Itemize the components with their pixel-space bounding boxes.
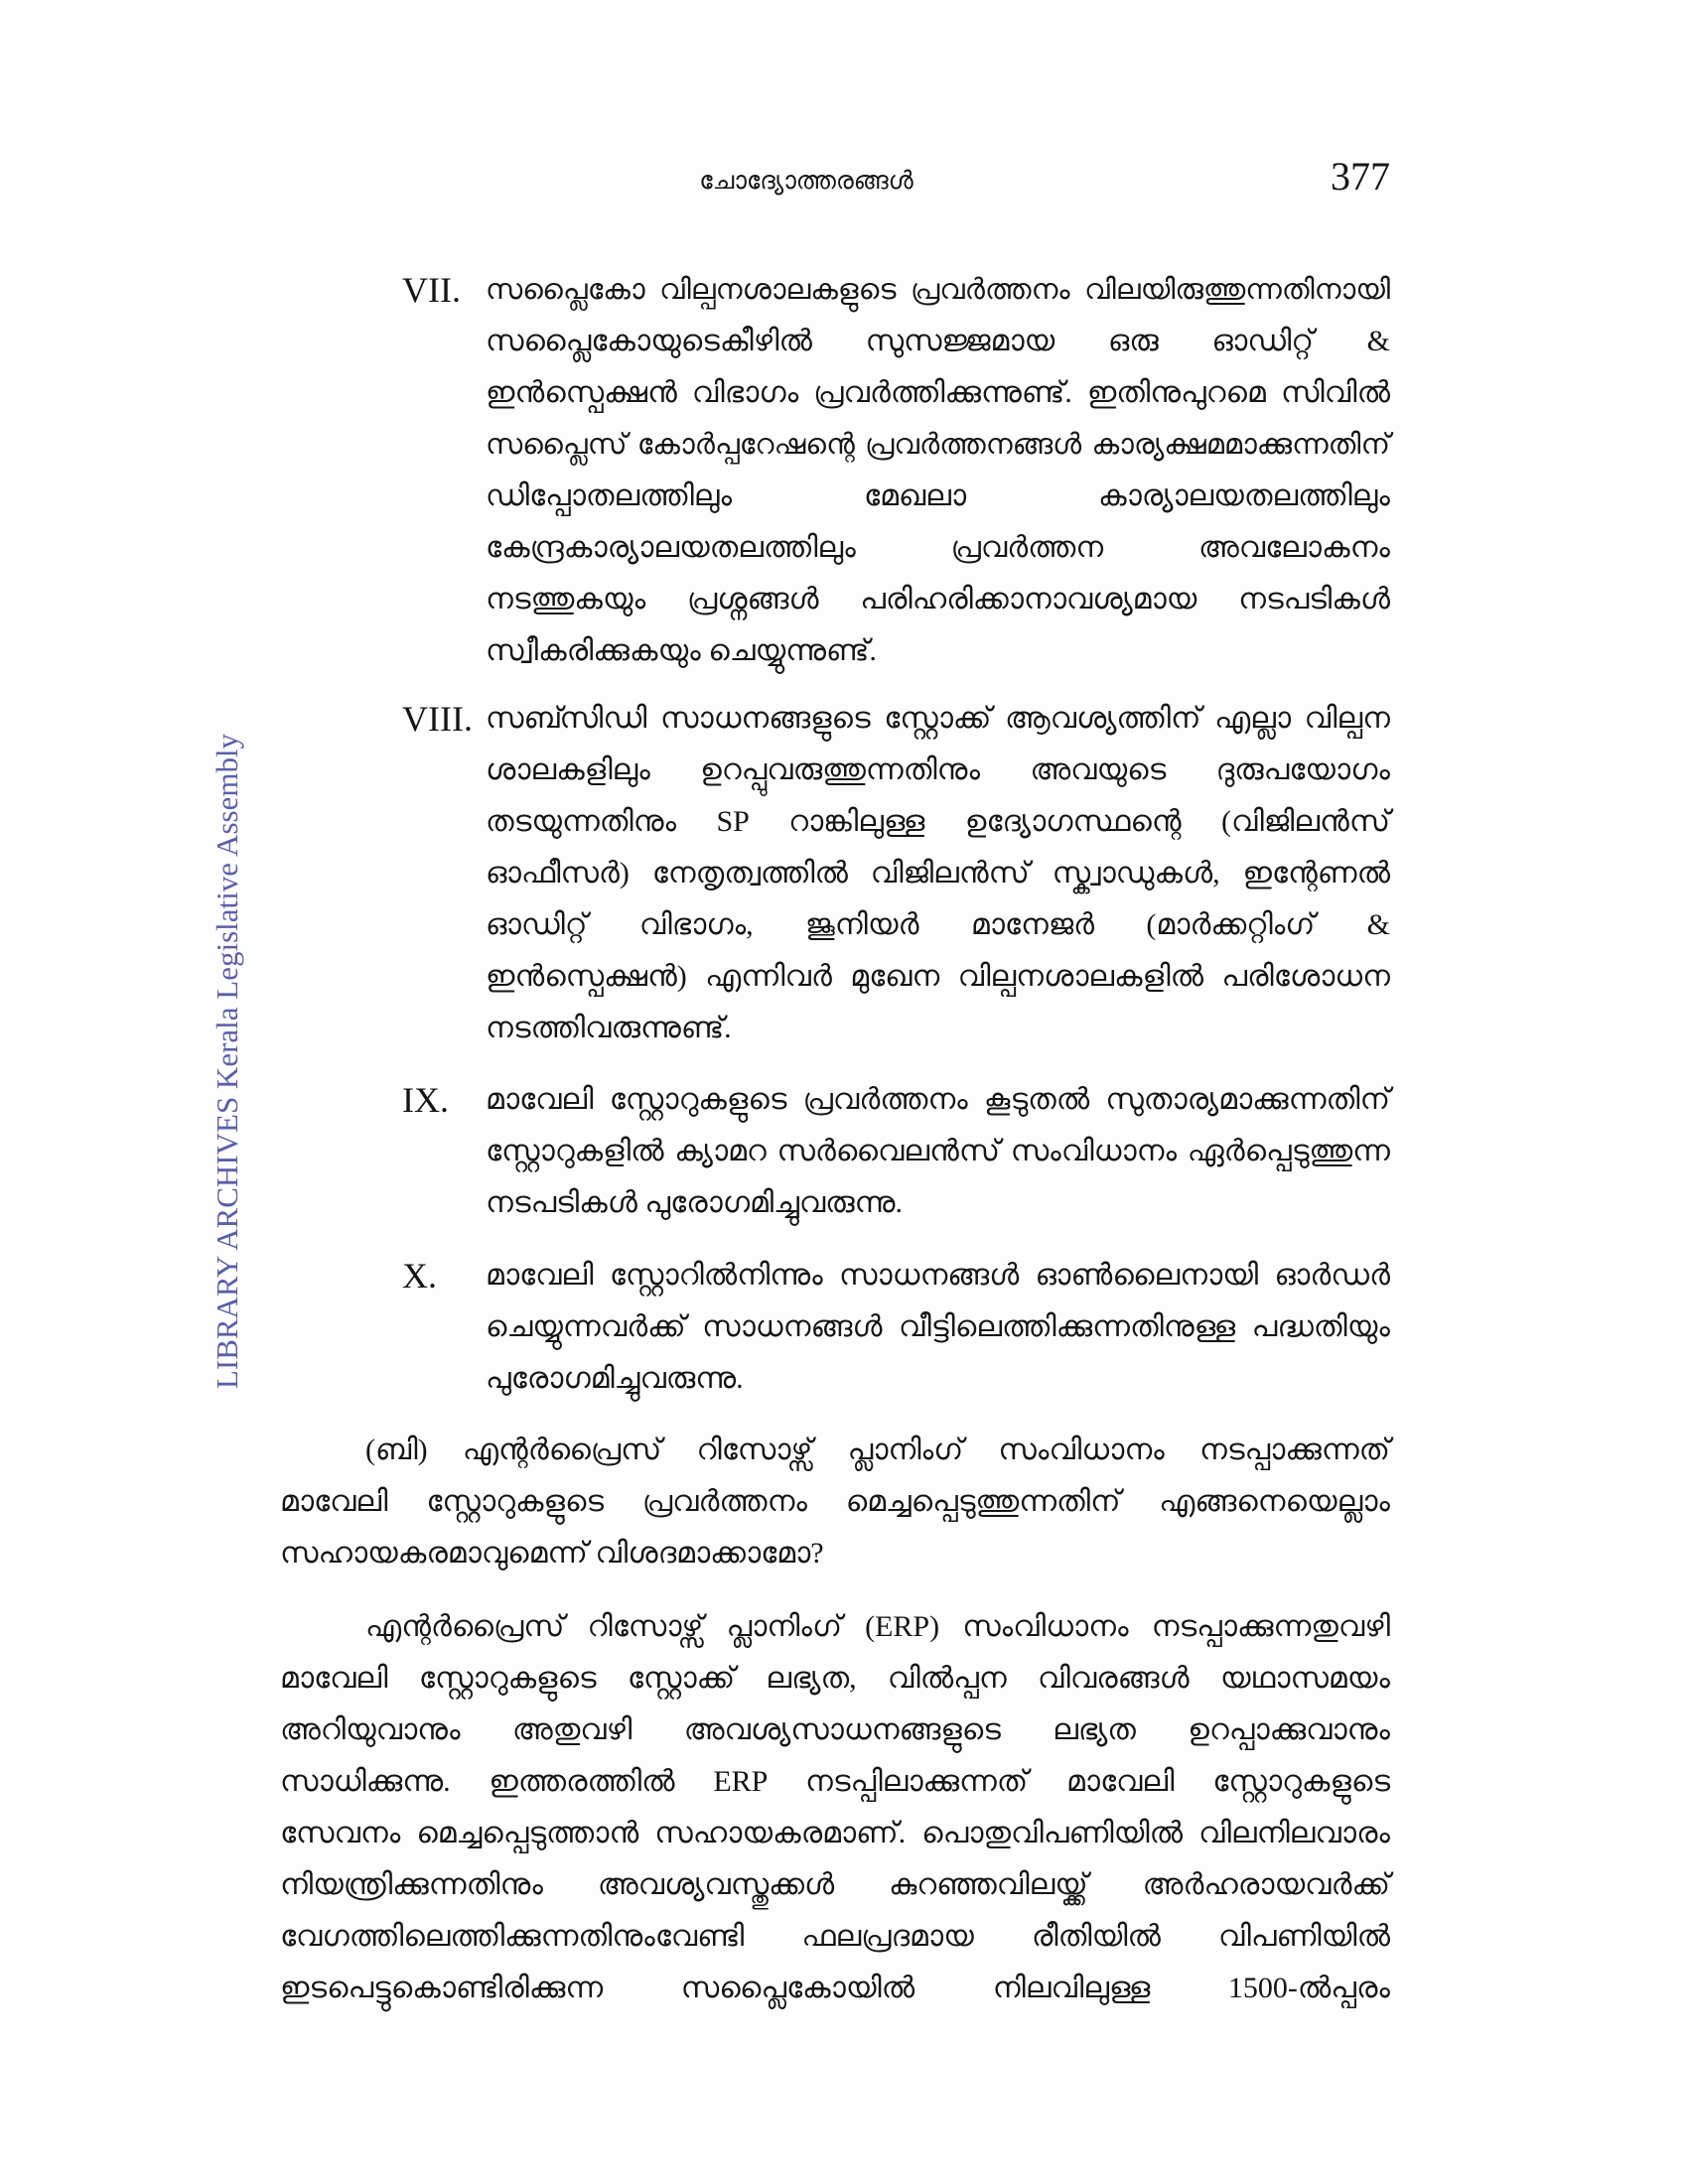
item-line: നടത്തിവരുന്നുണ്ട്. [486, 1012, 732, 1044]
watermark-text: LIBRARY ARCHIVES Kerala Legislative Assembly [210, 733, 244, 1390]
answer-line: സാധിക്കുന്നു. ഇത്തരത്തിൽ ERP നടപ്പിലാക്കുന്നത് മാവേലി സ്റ്റോറുകളുടെ [280, 1765, 1390, 1798]
item-line: നടപടികൾ പുരോഗമിച്ചുവരുന്നു. [486, 1186, 904, 1219]
answer-line: നിയന്ത്രിക്കുന്നതിനും അവശ്യവസ്തുക്കൾ കുറഞ്ഞവിലയ്ക്ക് അർഹരായവർക്ക് [280, 1868, 1390, 1901]
item-body [486, 264, 1390, 677]
item-line: ചെയ്യുന്നവർക്ക് സാധനങ്ങൾ വീട്ടിലെത്തിക്കുന്നതിനുള്ള പദ്ധതിയും [486, 1310, 1390, 1343]
question-line: (ബി) എന്റർപ്രൈസ് റിസോഴ്സ് പ്ലാനിംഗ് സംവിധാനം നടപ്പാക്കുന്നത് [365, 1433, 1390, 1466]
item-line: സ്റ്റോറുകളിൽ ക്യാമറ സർവൈലൻസ് സംവിധാനം ഏർപ്പെടുത്തുന്ന [486, 1135, 1390, 1167]
item-line: സപ്ലൈകോയുടെകീഴിൽ സുസജ്ജമായ ഒരു ഓഡിറ്റ് & [486, 325, 1390, 357]
item-label: IX. [402, 1080, 449, 1120]
question-paragraph [280, 1425, 1390, 1579]
item-label: VII. [402, 270, 461, 310]
item-line: കേന്ദ്രകാര്യാലയതലത്തിലും പ്രവർത്തന അവലോകനം [486, 531, 1390, 564]
item-line: ഓഡിറ്റ് വിഭാഗം, ജൂനിയർ മാനേജർ (മാർക്കറ്റിംഗ് & [486, 908, 1390, 941]
item-line: സപ്ലൈസ് കോർപ്പറേഷന്റെ പ്രവർത്തനങ്ങൾ കാര്യക്ഷമമാക്കുന്നതിന് [486, 429, 1390, 461]
item-line: ശാലകളിലും ഉറപ്പുവരുത്തുന്നതിനും അവയുടെ ദുരുപയോഗം [486, 753, 1390, 786]
item-line: സപ്ലൈകോ വില്പനശാലകളുടെ പ്രവർത്തനം വിലയിരുത്തുന്നതിനായി [486, 274, 1390, 306]
page-number: 377 [1331, 154, 1390, 199]
item-label: X. [402, 1256, 437, 1296]
item-line: ഇൻസ്പെക്ഷൻ വിഭാഗം പ്രവർത്തിക്കുന്നുണ്ട്. ഇതിനുപുറമെ സിവിൽ [486, 376, 1390, 409]
answer-line: ഇടപെട്ടുകൊണ്ടിരിക്കുന്ന സപ്ലൈകോയിൽ നിലവിലുള്ള 1500-ൽപ്പരം [280, 1972, 1390, 2004]
answer-line: വേഗത്തിലെത്തിക്കുന്നതിനുംവേണ്ടി ഫലപ്രദമായ രീതിയിൽ വിപണിയിൽ [280, 1920, 1390, 1953]
item-line: ഇൻസ്പെക്ഷൻ) എന്നിവർ മുഖേന വില്പനശാലകളിൽ പരിശോധന [486, 960, 1390, 993]
item-line: മാവേലി സ്റ്റോറിൽനിന്നും സാധനങ്ങൾ ഓൺലൈനായി ഓർഡർ [486, 1259, 1390, 1292]
item-body [486, 693, 1390, 1054]
item-line: സ്വീകരിക്കുകയും ചെയ്യുന്നുണ്ട്. [486, 634, 877, 667]
item-line: നടത്തുകയും പ്രശ്നങ്ങൾ പരിഹരിക്കാനാവശ്യമായ നടപടികൾ [486, 583, 1390, 615]
item-line: പുരോഗമിച്ചുവരുന്നു. [486, 1362, 744, 1395]
question-line: മാവേലി സ്റ്റോറുകളുടെ പ്രവർത്തനം മെച്ചപ്പെടുത്തുന്നതിന് എങ്ങനെയെല്ലാം [280, 1485, 1390, 1518]
answer-line: അറിയുവാനും അതുവഴി അവശ്യസാധനങ്ങളുടെ ലഭ്യത ഉറപ്പാക്കുവാനും [280, 1713, 1390, 1746]
answer-paragraph [280, 1601, 1390, 2014]
item-line: ഓഫീസർ) നേതൃത്വത്തിൽ വിജിലൻസ് സ്ക്വാഡുകൾ, ഇന്റേണൽ [486, 857, 1390, 889]
answer-line: മാവേലി സ്റ്റോറുകളുടെ സ്റ്റോക്ക് ലഭ്യത, വിൽപ്പന വിവരങ്ങൾ യഥാസമയം [280, 1662, 1390, 1695]
item-body [486, 1250, 1390, 1405]
item-line: സബ്സിഡി സാധനങ്ങളുടെ സ്റ്റോക്ക് ആവശ്യത്തിന് എല്ലാ വില്പന [486, 702, 1390, 735]
running-head: ചോദ്യോത്തരങ്ങൾ [699, 168, 914, 195]
question-line: സഹായകരമാവുമെന്ന് വിശദമാക്കാമോ? [280, 1537, 824, 1570]
answer-line: എന്റർപ്രൈസ് റിസോഴ്സ് പ്ലാനിംഗ് (ERP) സംവിധാനം നടപ്പാക്കുന്നതുവഴി [365, 1610, 1390, 1643]
item-line: ഡിപ്പോതലത്തിലും മേഖലാ കാര്യാലയതലത്തിലും [486, 479, 1390, 512]
item-line: മാവേലി സ്റ്റോറുകളുടെ പ്രവർത്തനം കൂടുതൽ സുതാര്യമാക്കുന്നതിന് [486, 1083, 1390, 1116]
item-body [486, 1074, 1390, 1229]
answer-line: സേവനം മെച്ചപ്പെടുത്താൻ സഹായകരമാണ്. പൊതുവിപണിയിൽ വിലനിലവാരം [280, 1817, 1390, 1849]
item-label: VIII. [402, 699, 473, 739]
item-line: തടയുന്നതിനും SP റാങ്കിലുള്ള ഉദ്യോഗസ്ഥന്റെ (വിജിലൻസ് [486, 805, 1390, 838]
